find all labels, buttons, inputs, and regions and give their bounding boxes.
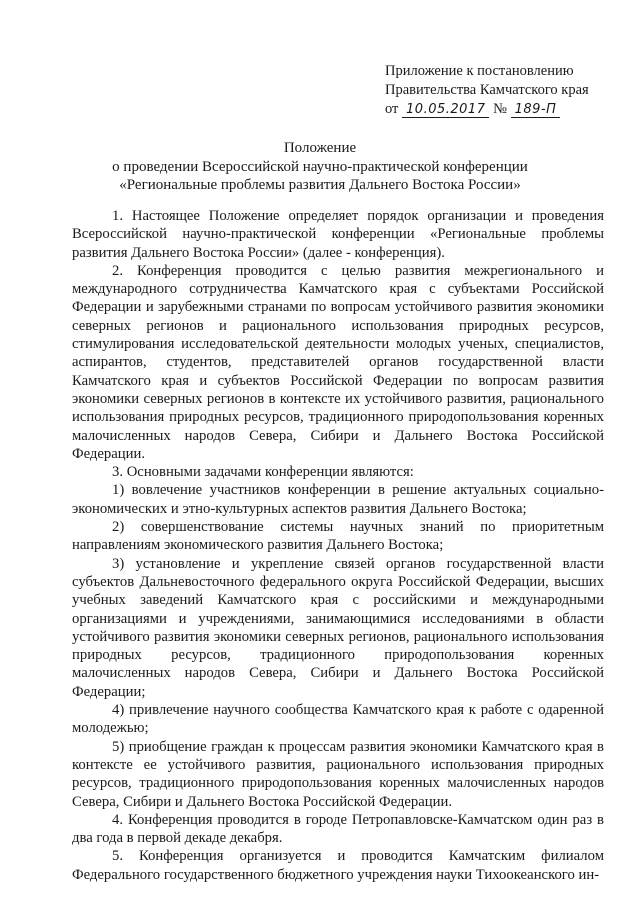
paragraph-3-item-4: 4) привлечение научного сообщества Камчатского края к работе с одаренной молодежью; xyxy=(72,702,604,737)
paragraph-3-item-1: 1) вовлечение участников конференции в решение актуальных социально-экономических и этно-культурных аспектов развития Дальнего Востока; xyxy=(72,482,604,517)
paragraph-3-item-5: 5) приобщение граждан к процессам развития экономики Камчатского края в контексте ее устойчивого развития, рационального использования природных ресурсов, традиционного природопользования коренных малочисленных народов Севера, Сибири и Дальнего Востока Российской Федерации. xyxy=(72,738,604,810)
appendix-date-line xyxy=(385,100,625,119)
document-body xyxy=(72,207,604,884)
paragraph-3-item-3: 3) установление и укрепление связей органов государственной власти субъектов Дальневосточного федерального округа Российской Федерации, высших учебных заведений Камчатского края с российскими и международными организациями и учреждениями, занимающимися исследованиями в области устойчивого развития экономики северных регионов, рационального использования природных ресурсов, традиционного природопользования коренных малочисленных народов Севера, Сибири и Дальнего Востока Российской Федерации; xyxy=(72,555,604,700)
date-value: 10.05.2017 xyxy=(402,102,489,118)
paragraph-3: 3. Основными задачами конференции являются: xyxy=(112,464,414,481)
paragraph-1: 1. Настоящее Положение определяет порядок организации и проведения Всероссийской научно-практической конференции «Региональные проблемы развития Дальнего Востока России» (далее - конференция). xyxy=(72,208,604,261)
appendix-line-2: Правительства Камчатского края xyxy=(385,82,589,98)
paragraph-3-item-2: 2) совершенствование системы научных знаний по приоритетным направлениям экономического развития Дальнего Востока; xyxy=(72,519,604,554)
title-line-1: Положение xyxy=(283,140,357,156)
paragraph-5: 5. Конференция организуется и проводится Камчатским филиалом Федерального государственного бюджетного учреждения науки Тихоокеанского ин- xyxy=(72,848,604,883)
appendix-line-1: Приложение к постановлению xyxy=(385,63,574,79)
paragraph-2: 2. Конференция проводится с целью развития межрегионального и международного сотрудничества Камчатского края с субъектами Российской Федерации и зарубежными странами по вопросам устойчивого развития экономики северных регионов и рационального использования природных ресурсов, стимулирования исследовательской деятельности молодых ученых, специалистов, аспирантов, студентов, представителей органов государственной власти Камчатского края и субъектов Российской Федерации по вопросам развития экономики северных регионов в контексте их устойчивого развития, рационального использования природных ресурсов, традиционного природопользования коренных малочисленных народов Севера, Сибири и Дальнего Востока Российской Федерации. xyxy=(72,262,604,462)
title-line-3: «Региональные проблемы развития Дальнего Востока России» xyxy=(119,177,521,193)
document-title xyxy=(60,139,580,195)
date-prefix: от xyxy=(385,101,399,117)
title-line-2: о проведении Всероссийской научно-практической конференции xyxy=(112,158,528,175)
number-prefix: № xyxy=(493,101,507,117)
number-value: 189-П xyxy=(511,102,561,118)
appendix-header xyxy=(385,62,625,119)
paragraph-4: 4. Конференция проводится в городе Петропавловске-Камчатском один раз в два года в первой декаде декабря. xyxy=(72,811,604,847)
